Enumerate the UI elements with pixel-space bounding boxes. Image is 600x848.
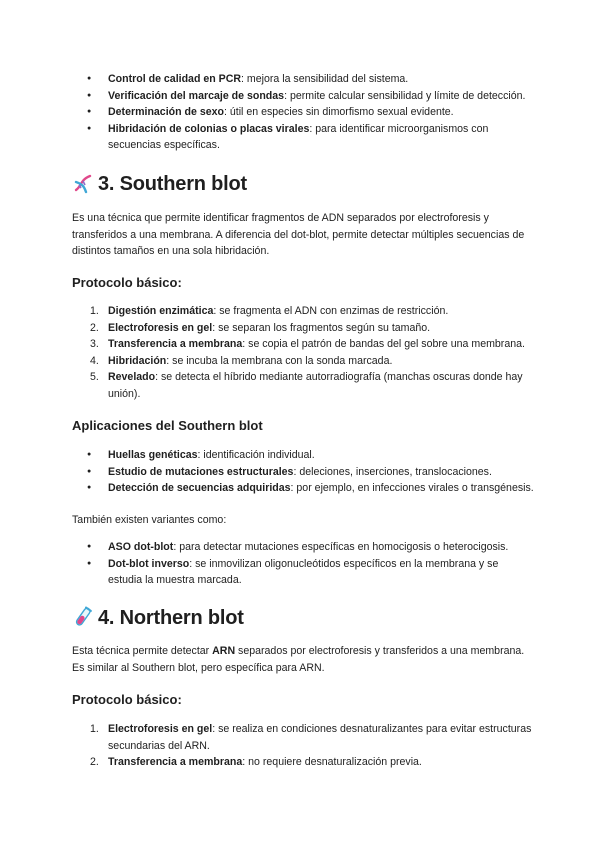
list-item: ● Detección de secuencias adquiridas: por ejemplo, en infecciones virales o transgénesis. [0,480,560,497]
list-item: 3. Transferencia a membrana: se copia el patrón de bandas del gel sobre una membrana. [90,338,525,350]
list-item: ● Dot-blot inverso: se inmovilizan oligonucleótidos específicos en la membrana y se estudia la muestra marcada. [0,556,560,589]
list-item: 2. Electroforesis en gel: se separan los fragmentos según su tamaño. [90,321,431,334]
list-item: ● Hibridación de colonias o placas virales: para identificar microorganismos con secuencias específicas. [0,121,560,154]
list-item: 1. Digestión enzimática: se fragmenta el ADN con enzimas de restricción. [90,305,449,317]
list-item: 1. Electroforesis en gel: se realiza en condiciones desnaturalizantes para evitar estructuras secundarias del ARN. [90,723,532,752]
list-item: ● Verificación del marcaje de sondas: permite calcular sensibilidad y límite de detección. [0,88,560,105]
list-item: 4. Hibridación: se incuba la membrana con la sonda marcada. [90,354,393,367]
northern-protocol-list [0,721,560,771]
list-item: ● Determinación de sexo: útil en especies sin dimorfismo sexual evidente. [0,104,560,121]
variants-intro: También existen variantes como: [72,514,227,526]
southern-apps-list [0,447,560,497]
list-item: ● Huellas genéticas: identificación individual. [0,447,560,464]
list-item: ● Estudio de mutaciones estructurales: deleciones, inserciones, translocaciones. [0,464,560,481]
section-heading-northern: 4. Northern blot [72,606,244,630]
list-item: ● Control de calidad en PCR: mejora la sensibilidad del sistema. [0,71,560,88]
list-item: 2. Transferencia a membrana: no requiere desnaturalización previa. [90,756,422,768]
northern-protocol-heading: Protocolo básico: [72,692,182,707]
southern-apps-heading: Aplicaciones del Southern blot [72,418,263,433]
variants-list [0,539,560,589]
southern-intro: Es una técnica que permite identificar fragmentos de ADN separados por electroforesis y transferidos a una membrana. A diferencia del dot-blot, permite detectar múltiples secuencias de distintos tamaños en una sola hibridación. [72,212,525,257]
dna-icon [72,172,94,194]
northern-intro: Esta técnica permite detectar ARN separados por electroforesis y transferidos a una membrana. Es similar al Southern blot, pero específica para ARN. [72,645,525,674]
southern-protocol-heading: Protocolo básico: [72,275,182,290]
section-heading-southern: 3. Southern blot [72,172,247,196]
quality-uses-list [0,71,560,154]
test-tube-icon [72,606,94,628]
southern-protocol-list [0,303,560,402]
list-item: ● ASO dot-blot: para detectar mutaciones específicas en homocigosis o heterocigosis. [0,539,560,556]
list-item: 5. Revelado: se detecta el híbrido mediante autorradiografía (manchas oscuras donde hay unión). [90,371,523,400]
